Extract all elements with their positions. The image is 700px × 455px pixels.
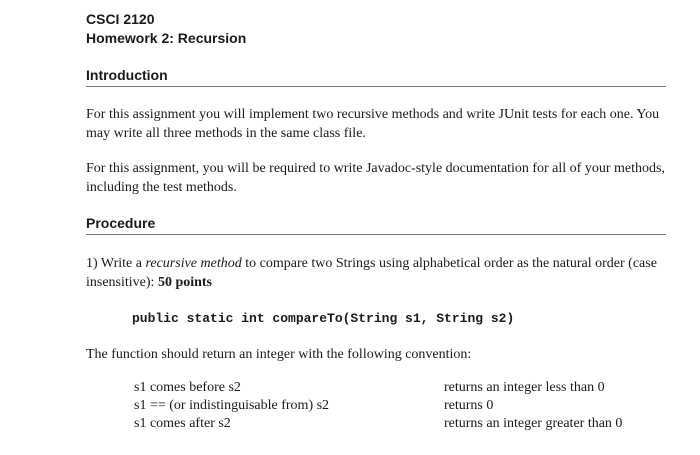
introduction-divider (86, 86, 666, 87)
introduction-paragraph-1: For this assignment you will implement two recursive methods and write JUnit tests for each one. You may write all three methods in the same class file. (86, 107, 660, 141)
item1-middle: to compare two Strings using alphabetical order as the natural order (case insensitive): (86, 256, 657, 290)
convention-condition-3: s1 comes after s2 (134, 416, 231, 431)
item1-points: 50 points (157, 275, 213, 290)
convention-result-1: returns an integer less than 0 (444, 380, 605, 395)
introduction-paragraph-2: For this assignment, you will be required to write Javadoc-style documentation for all of your methods, including the test methods. (86, 161, 665, 195)
convention-result-3: returns an integer greater than 0 (444, 416, 623, 431)
convention-condition-1: s1 comes before s2 (134, 380, 241, 395)
item1-prefix: 1) Write a (86, 256, 146, 271)
procedure-item-1 (86, 254, 671, 292)
introduction-heading: Introduction (86, 67, 168, 83)
item1-emphasis: recursive method (145, 256, 242, 271)
course-code: CSCI 2120 (86, 11, 155, 27)
procedure-heading: Procedure (86, 215, 156, 231)
convention-condition-2: s1 == (or indistinguisable from) s2 (134, 398, 330, 413)
procedure-divider (86, 234, 666, 235)
method-signature: public static int compareTo(String s1, String s2) (132, 311, 515, 326)
convention-intro: The function should return an integer with the following convention: (86, 347, 472, 362)
assignment-title: Homework 2: Recursion (86, 30, 247, 46)
convention-result-2: returns 0 (444, 398, 494, 413)
